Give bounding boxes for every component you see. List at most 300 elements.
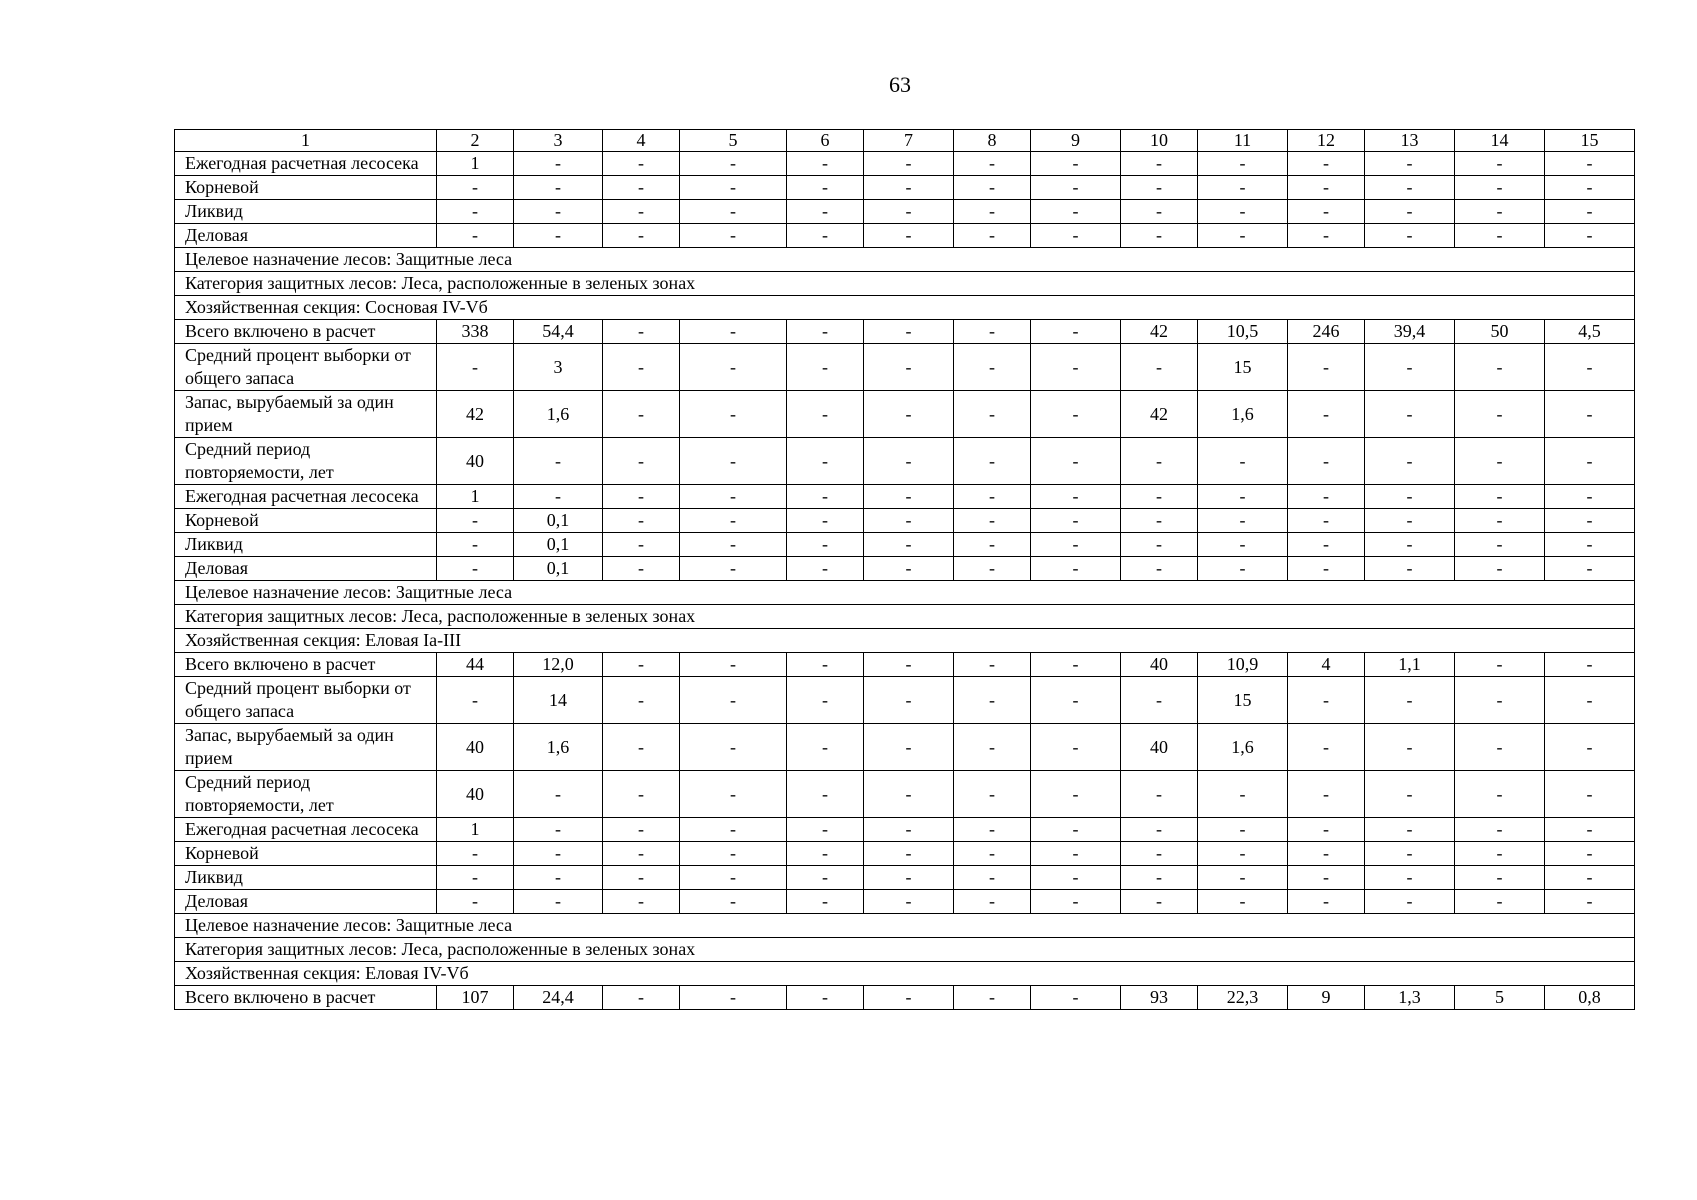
- table-cell: -: [437, 344, 514, 391]
- table-cell: -: [680, 866, 787, 890]
- table-cell: -: [1365, 391, 1455, 438]
- table-cell: -: [1545, 890, 1635, 914]
- table-cell: -: [1198, 176, 1288, 200]
- section-row: [175, 272, 1635, 296]
- table-cell: 0,1: [514, 509, 603, 533]
- table-cell: -: [1455, 818, 1545, 842]
- table-cell: -: [954, 320, 1031, 344]
- table-cell: -: [1545, 653, 1635, 677]
- row-label: Ликвид: [175, 533, 437, 557]
- table-cell: -: [1031, 200, 1121, 224]
- table-cell: -: [514, 842, 603, 866]
- table-cell: 4,5: [1545, 320, 1635, 344]
- table-cell: -: [787, 320, 864, 344]
- row-label: Всего включено в расчет: [175, 320, 437, 344]
- table-cell: -: [787, 557, 864, 581]
- table-row: [175, 391, 1635, 438]
- column-number: 13: [1365, 130, 1455, 152]
- table-cell: 10,9: [1198, 653, 1288, 677]
- table-cell: -: [1455, 557, 1545, 581]
- table-cell: -: [1545, 391, 1635, 438]
- table-cell: -: [954, 533, 1031, 557]
- table-cell: -: [1198, 533, 1288, 557]
- table-cell: -: [1121, 200, 1198, 224]
- table-cell: -: [954, 842, 1031, 866]
- table-cell: -: [1121, 224, 1198, 248]
- table-cell: 1: [437, 818, 514, 842]
- table-cell: -: [603, 771, 680, 818]
- table-cell: -: [680, 391, 787, 438]
- table-cell: -: [514, 152, 603, 176]
- table-cell: -: [603, 653, 680, 677]
- table-row: [175, 653, 1635, 677]
- row-label: Ликвид: [175, 866, 437, 890]
- table-cell: -: [787, 866, 864, 890]
- table-cell: -: [680, 986, 787, 1010]
- table-cell: 22,3: [1198, 986, 1288, 1010]
- table-cell: 1,6: [1198, 391, 1288, 438]
- table-cell: -: [514, 200, 603, 224]
- table-cell: -: [437, 224, 514, 248]
- table-cell: -: [787, 724, 864, 771]
- table-cell: -: [864, 677, 954, 724]
- table-cell: -: [680, 818, 787, 842]
- table-cell: -: [1545, 771, 1635, 818]
- table-cell: -: [1031, 557, 1121, 581]
- table-cell: -: [1365, 509, 1455, 533]
- table-cell: 40: [437, 724, 514, 771]
- table-cell: -: [603, 509, 680, 533]
- table-cell: 12,0: [514, 653, 603, 677]
- table-cell: -: [1288, 890, 1365, 914]
- table-row: [175, 866, 1635, 890]
- table-cell: -: [514, 176, 603, 200]
- table-cell: -: [603, 866, 680, 890]
- table-cell: -: [787, 890, 864, 914]
- table-cell: -: [954, 152, 1031, 176]
- table-cell: 39,4: [1365, 320, 1455, 344]
- table-row: [175, 485, 1635, 509]
- column-number: 8: [954, 130, 1031, 152]
- table-cell: -: [1031, 320, 1121, 344]
- table-cell: -: [787, 653, 864, 677]
- table-cell: -: [680, 677, 787, 724]
- table-cell: -: [1365, 224, 1455, 248]
- table-cell: -: [1365, 557, 1455, 581]
- table-cell: -: [603, 320, 680, 344]
- table-cell: -: [680, 557, 787, 581]
- table-cell: -: [603, 152, 680, 176]
- table-cell: -: [1365, 438, 1455, 485]
- table-cell: -: [1365, 485, 1455, 509]
- table-cell: -: [1121, 890, 1198, 914]
- table-cell: -: [1365, 866, 1455, 890]
- section-row: [175, 248, 1635, 272]
- table-row: [175, 224, 1635, 248]
- column-number: 4: [603, 130, 680, 152]
- table-cell: -: [1365, 152, 1455, 176]
- table-cell: 93: [1121, 986, 1198, 1010]
- table-cell: 246: [1288, 320, 1365, 344]
- table-cell: -: [1031, 986, 1121, 1010]
- table-row: [175, 344, 1635, 391]
- table-cell: -: [680, 533, 787, 557]
- table-cell: -: [1455, 890, 1545, 914]
- table-cell: 1,3: [1365, 986, 1455, 1010]
- table-cell: -: [1031, 438, 1121, 485]
- table-cell: -: [603, 986, 680, 1010]
- table-row: [175, 771, 1635, 818]
- table-cell: -: [1455, 866, 1545, 890]
- table-row: [175, 890, 1635, 914]
- table-cell: -: [1031, 391, 1121, 438]
- table-cell: -: [437, 866, 514, 890]
- table-cell: -: [1455, 677, 1545, 724]
- table-cell: 24,4: [514, 986, 603, 1010]
- table-cell: -: [680, 200, 787, 224]
- table-cell: -: [954, 653, 1031, 677]
- table-cell: 42: [1121, 391, 1198, 438]
- table-cell: -: [603, 485, 680, 509]
- table-cell: -: [437, 842, 514, 866]
- section-title: Категория защитных лесов: Леса, расположенные в зеленых зонах: [175, 938, 1635, 962]
- table-cell: -: [1455, 771, 1545, 818]
- table-cell: -: [864, 724, 954, 771]
- table-cell: -: [954, 818, 1031, 842]
- table-cell: -: [1455, 485, 1545, 509]
- table-cell: -: [1288, 509, 1365, 533]
- table-cell: -: [1031, 176, 1121, 200]
- table-cell: -: [864, 509, 954, 533]
- column-number: 2: [437, 130, 514, 152]
- table-cell: -: [1031, 724, 1121, 771]
- table-cell: 0,1: [514, 533, 603, 557]
- table-cell: -: [1365, 200, 1455, 224]
- table-cell: -: [1365, 890, 1455, 914]
- table-cell: -: [1288, 391, 1365, 438]
- table-cell: 1,6: [514, 724, 603, 771]
- row-label: Всего включено в расчет: [175, 986, 437, 1010]
- table-cell: -: [1121, 485, 1198, 509]
- table-cell: -: [787, 771, 864, 818]
- table-cell: -: [603, 391, 680, 438]
- table-cell: -: [954, 866, 1031, 890]
- table-cell: -: [514, 890, 603, 914]
- table-cell: -: [864, 533, 954, 557]
- table-row: [175, 533, 1635, 557]
- table-cell: -: [437, 890, 514, 914]
- table-cell: -: [1198, 224, 1288, 248]
- table-cell: -: [864, 653, 954, 677]
- table-cell: -: [1198, 509, 1288, 533]
- table-cell: -: [1545, 724, 1635, 771]
- column-number: 9: [1031, 130, 1121, 152]
- table-cell: 3: [514, 344, 603, 391]
- table-cell: -: [1455, 533, 1545, 557]
- column-number: 14: [1455, 130, 1545, 152]
- table-cell: -: [1455, 509, 1545, 533]
- column-number: 7: [864, 130, 954, 152]
- table-cell: -: [864, 200, 954, 224]
- row-label: Деловая: [175, 890, 437, 914]
- table-cell: -: [603, 677, 680, 724]
- table-cell: 40: [1121, 724, 1198, 771]
- table-cell: -: [1455, 438, 1545, 485]
- column-number: 10: [1121, 130, 1198, 152]
- table-cell: -: [787, 677, 864, 724]
- table-cell: -: [1031, 152, 1121, 176]
- table-cell: -: [603, 842, 680, 866]
- table-cell: 15: [1198, 677, 1288, 724]
- table-cell: -: [1198, 200, 1288, 224]
- table-cell: -: [1288, 176, 1365, 200]
- table-cell: -: [864, 176, 954, 200]
- row-label: Корневой: [175, 509, 437, 533]
- table-cell: 10,5: [1198, 320, 1288, 344]
- table-cell: -: [1198, 866, 1288, 890]
- table-cell: -: [954, 557, 1031, 581]
- section-title: Целевое назначение лесов: Защитные леса: [175, 248, 1635, 272]
- row-label: Корневой: [175, 842, 437, 866]
- table-cell: -: [1121, 818, 1198, 842]
- table-cell: -: [954, 724, 1031, 771]
- table-cell: -: [1121, 842, 1198, 866]
- row-label: Всего включено в расчет: [175, 653, 437, 677]
- row-label: Запас, вырубаемый за один прием: [175, 724, 437, 771]
- table-cell: -: [1288, 485, 1365, 509]
- table-cell: -: [864, 438, 954, 485]
- column-number: 15: [1545, 130, 1635, 152]
- table-cell: -: [680, 890, 787, 914]
- table-cell: -: [680, 344, 787, 391]
- section-row: [175, 296, 1635, 320]
- table-cell: -: [1545, 200, 1635, 224]
- table-cell: -: [1198, 485, 1288, 509]
- table-cell: 1: [437, 152, 514, 176]
- table-cell: -: [1545, 509, 1635, 533]
- column-number: 3: [514, 130, 603, 152]
- row-label: Запас, вырубаемый за один прием: [175, 391, 437, 438]
- table-cell: -: [1031, 677, 1121, 724]
- table-cell: -: [787, 200, 864, 224]
- table-cell: -: [1288, 866, 1365, 890]
- table-cell: -: [1365, 724, 1455, 771]
- table-cell: -: [1365, 818, 1455, 842]
- table-cell: -: [1455, 224, 1545, 248]
- table-cell: -: [1455, 391, 1545, 438]
- table-cell: -: [603, 176, 680, 200]
- table-cell: -: [1031, 224, 1121, 248]
- table-cell: -: [1455, 724, 1545, 771]
- table-cell: -: [1121, 438, 1198, 485]
- table-cell: 338: [437, 320, 514, 344]
- section-title: Категория защитных лесов: Леса, расположенные в зеленых зонах: [175, 605, 1635, 629]
- table-cell: -: [1198, 152, 1288, 176]
- table-cell: -: [1545, 438, 1635, 485]
- column-number: 5: [680, 130, 787, 152]
- table-cell: -: [1365, 677, 1455, 724]
- table-cell: -: [954, 485, 1031, 509]
- table-row: [175, 200, 1635, 224]
- table-cell: -: [1545, 818, 1635, 842]
- table-cell: -: [787, 152, 864, 176]
- table-cell: -: [437, 677, 514, 724]
- table-cell: 107: [437, 986, 514, 1010]
- table-cell: -: [1198, 771, 1288, 818]
- table-cell: -: [603, 818, 680, 842]
- row-label: Деловая: [175, 224, 437, 248]
- section-row: [175, 629, 1635, 653]
- section-title: Хозяйственная секция: Сосновая IV-Vб: [175, 296, 1635, 320]
- table-cell: -: [1365, 771, 1455, 818]
- table-cell: -: [787, 818, 864, 842]
- row-label: Средний процент выборки от общего запаса: [175, 344, 437, 391]
- column-number: 1: [175, 130, 437, 152]
- table-cell: -: [1121, 152, 1198, 176]
- table-cell: -: [680, 438, 787, 485]
- table-cell: 44: [437, 653, 514, 677]
- table-cell: -: [1121, 677, 1198, 724]
- table-cell: 40: [437, 438, 514, 485]
- table-cell: 15: [1198, 344, 1288, 391]
- table-cell: -: [1031, 344, 1121, 391]
- table-cell: -: [1455, 152, 1545, 176]
- section-row: [175, 581, 1635, 605]
- table-cell: -: [603, 224, 680, 248]
- table-cell: -: [1121, 176, 1198, 200]
- table-cell: -: [954, 344, 1031, 391]
- table-cell: -: [1031, 842, 1121, 866]
- table-cell: -: [1455, 653, 1545, 677]
- row-label: Корневой: [175, 176, 437, 200]
- table-cell: -: [864, 986, 954, 1010]
- table-cell: 50: [1455, 320, 1545, 344]
- table-cell: -: [1545, 224, 1635, 248]
- table-cell: -: [1288, 224, 1365, 248]
- table-cell: -: [1288, 724, 1365, 771]
- table-cell: -: [787, 438, 864, 485]
- table-cell: -: [864, 771, 954, 818]
- table-cell: -: [864, 842, 954, 866]
- table-cell: -: [864, 344, 954, 391]
- table-cell: -: [1121, 509, 1198, 533]
- table-cell: -: [437, 557, 514, 581]
- table-cell: -: [603, 724, 680, 771]
- table-cell: 42: [437, 391, 514, 438]
- table-cell: -: [787, 509, 864, 533]
- table-cell: -: [1198, 818, 1288, 842]
- table-cell: -: [954, 771, 1031, 818]
- table-cell: -: [787, 344, 864, 391]
- table-cell: -: [1121, 866, 1198, 890]
- table-cell: -: [787, 986, 864, 1010]
- table-cell: -: [1288, 200, 1365, 224]
- table-cell: -: [514, 438, 603, 485]
- table-cell: -: [603, 438, 680, 485]
- table-cell: -: [1031, 866, 1121, 890]
- table-cell: -: [1288, 677, 1365, 724]
- table-cell: -: [1031, 485, 1121, 509]
- table-row: [175, 818, 1635, 842]
- row-label: Ежегодная расчетная лесосека: [175, 818, 437, 842]
- table-cell: -: [437, 533, 514, 557]
- table-cell: -: [1121, 344, 1198, 391]
- table-cell: -: [1288, 771, 1365, 818]
- row-label: Средний период повторяемости, лет: [175, 438, 437, 485]
- table-cell: -: [680, 320, 787, 344]
- table-cell: -: [1455, 200, 1545, 224]
- table-cell: -: [1198, 890, 1288, 914]
- table-cell: -: [1455, 842, 1545, 866]
- table-cell: -: [954, 890, 1031, 914]
- table-cell: -: [1365, 533, 1455, 557]
- table-cell: -: [787, 391, 864, 438]
- table-cell: -: [1121, 771, 1198, 818]
- table-cell: -: [864, 224, 954, 248]
- table-cell: -: [514, 485, 603, 509]
- table-cell: -: [680, 653, 787, 677]
- table-cell: 54,4: [514, 320, 603, 344]
- table-cell: -: [680, 771, 787, 818]
- table-row: [175, 320, 1635, 344]
- section-row: [175, 605, 1635, 629]
- table-cell: -: [680, 842, 787, 866]
- table-cell: -: [514, 866, 603, 890]
- table-cell: -: [864, 866, 954, 890]
- table-cell: -: [437, 200, 514, 224]
- table-cell: -: [864, 557, 954, 581]
- table-row: [175, 438, 1635, 485]
- section-title: Целевое назначение лесов: Защитные леса: [175, 914, 1635, 938]
- table-cell: 5: [1455, 986, 1545, 1010]
- table-cell: -: [1288, 438, 1365, 485]
- table-cell: -: [1031, 890, 1121, 914]
- section-row: [175, 938, 1635, 962]
- table-cell: 0,1: [514, 557, 603, 581]
- table-row: [175, 677, 1635, 724]
- table-cell: -: [1031, 771, 1121, 818]
- table-cell: -: [514, 771, 603, 818]
- table-cell: -: [954, 677, 1031, 724]
- table-cell: -: [437, 509, 514, 533]
- table-cell: -: [954, 509, 1031, 533]
- table-cell: 4: [1288, 653, 1365, 677]
- table-cell: -: [680, 224, 787, 248]
- table-cell: -: [1365, 176, 1455, 200]
- table-cell: -: [1455, 176, 1545, 200]
- row-label: Ежегодная расчетная лесосека: [175, 152, 437, 176]
- table-cell: 42: [1121, 320, 1198, 344]
- table-cell: -: [787, 176, 864, 200]
- table-cell: -: [864, 320, 954, 344]
- table-row: [175, 509, 1635, 533]
- table-cell: -: [1545, 557, 1635, 581]
- table-cell: -: [954, 438, 1031, 485]
- table-cell: 1: [437, 485, 514, 509]
- table-cell: -: [787, 485, 864, 509]
- table-cell: 9: [1288, 986, 1365, 1010]
- table-cell: -: [603, 890, 680, 914]
- table-cell: -: [864, 818, 954, 842]
- table-cell: -: [1288, 818, 1365, 842]
- table-cell: -: [1288, 533, 1365, 557]
- table-cell: -: [1545, 176, 1635, 200]
- table-cell: -: [680, 176, 787, 200]
- table-cell: -: [680, 152, 787, 176]
- table-cell: -: [1545, 677, 1635, 724]
- table-row: [175, 152, 1635, 176]
- column-number: 6: [787, 130, 864, 152]
